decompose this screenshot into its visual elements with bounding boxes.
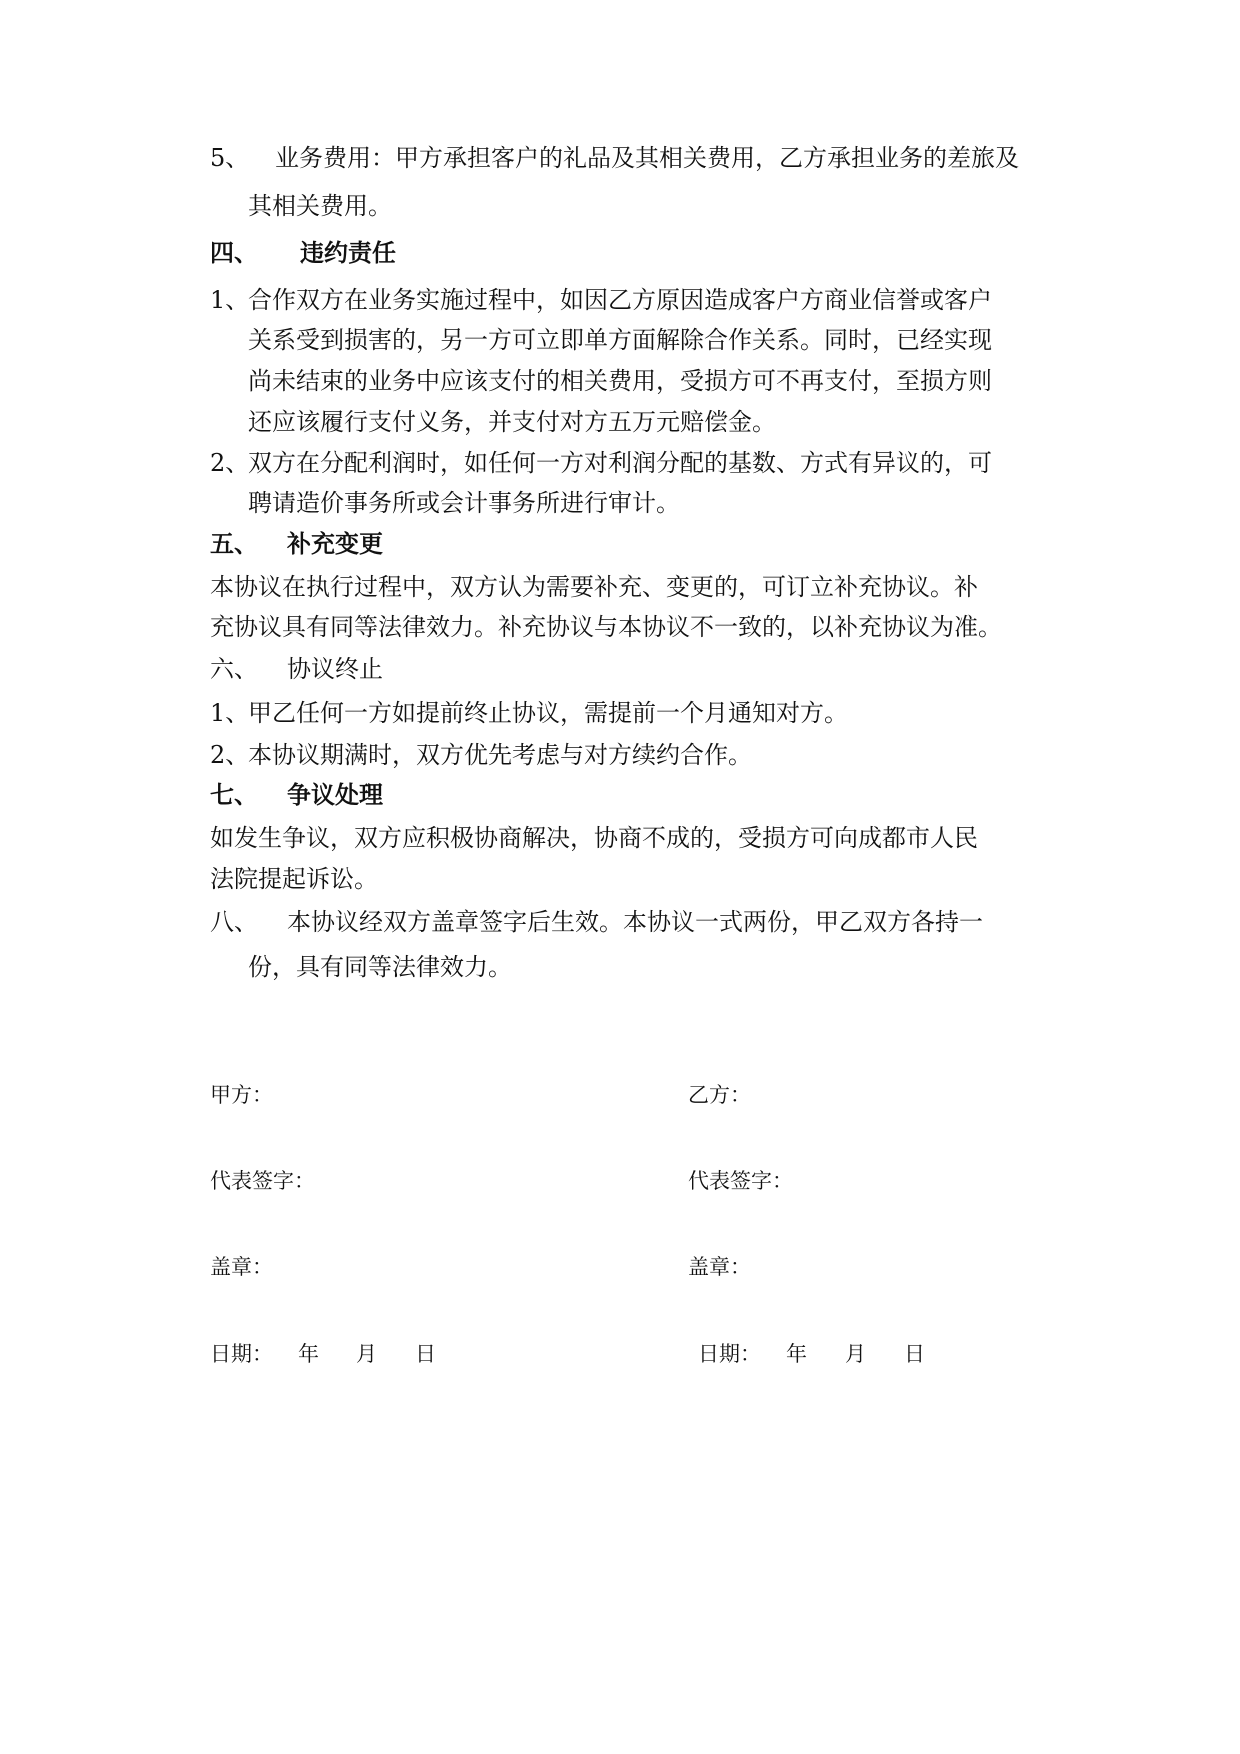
party-a-date-month: 月 — [356, 1342, 377, 1366]
section-number: 四、 — [210, 239, 258, 267]
party-a-representative-label: 代表签字： — [210, 1169, 315, 1193]
clause-text: 合作双方在业务实施过程中，如因乙方原因造成客户方商业信誉或客户 — [248, 286, 992, 314]
clause-text: 关系受到损害的，另一方可立即单方面解除合作关系。同时，已经实现 — [248, 326, 992, 354]
clause-number: 2、 — [210, 449, 250, 477]
party-a-date-year: 年 — [298, 1342, 319, 1366]
clause-text: 其相关费用。 — [248, 192, 392, 220]
paragraph-text: 本协议在执行过程中，双方认为需要补充、变更的，可订立补充协议。补 — [210, 573, 978, 601]
clause-number: 2、 — [210, 741, 250, 769]
clause-text: 聘请造价事务所或会计事务所进行审计。 — [248, 489, 680, 517]
section-number: 五、 — [210, 530, 258, 558]
clause-text: 还应该履行支付义务，并支付对方五万元赔偿金。 — [248, 408, 776, 436]
section-title: 补充变更 — [287, 530, 383, 558]
clause-number: 1、 — [210, 699, 250, 727]
clause-text: 业务费用：甲方承担客户的礼品及其相关费用，乙方承担业务的差旅及 — [275, 144, 1019, 172]
clause-text: 甲乙任何一方如提前终止协议，需提前一个月通知对方。 — [248, 699, 848, 727]
section-title: 协议终止 — [287, 655, 383, 683]
section-title: 违约责任 — [300, 239, 396, 267]
party-b-representative-label: 代表签字： — [688, 1169, 793, 1193]
party-b-date-day: 日 — [904, 1342, 925, 1366]
section-number: 七、 — [210, 781, 258, 809]
clause-number: 八、 — [210, 908, 258, 936]
party-b-date-month: 月 — [845, 1342, 866, 1366]
party-b-date-year: 年 — [786, 1342, 807, 1366]
section-number: 六、 — [210, 655, 258, 683]
party-b-seal-label: 盖章： — [688, 1255, 751, 1279]
party-a-date-label: 日期： — [210, 1342, 273, 1366]
party-a-label: 甲方： — [210, 1083, 273, 1107]
clause-text: 本协议经双方盖章签字后生效。本协议一式两份，甲乙双方各持一 — [287, 908, 983, 936]
clause-text: 尚未结束的业务中应该支付的相关费用，受损方可不再支付，至损方则 — [248, 367, 992, 395]
section-title: 争议处理 — [287, 781, 383, 809]
clause-number: 5、 — [210, 144, 250, 172]
paragraph-text: 如发生争议，双方应积极协商解决，协商不成的，受损方可向成都市人民 — [210, 824, 978, 852]
party-a-date-day: 日 — [415, 1342, 436, 1366]
party-b-label: 乙方： — [688, 1083, 751, 1107]
clause-text: 双方在分配利润时，如任何一方对利润分配的基数、方式有异议的，可 — [248, 449, 992, 477]
party-a-seal-label: 盖章： — [210, 1255, 273, 1279]
clause-text: 份，具有同等法律效力。 — [248, 953, 512, 981]
paragraph-text: 法院提起诉讼。 — [210, 865, 378, 893]
party-b-date-label: 日期： — [698, 1342, 761, 1366]
clause-number: 1、 — [210, 286, 250, 314]
paragraph-text: 充协议具有同等法律效力。补充协议与本协议不一致的，以补充协议为准。 — [210, 613, 1002, 641]
clause-text: 本协议期满时，双方优先考虑与对方续约合作。 — [248, 741, 752, 769]
